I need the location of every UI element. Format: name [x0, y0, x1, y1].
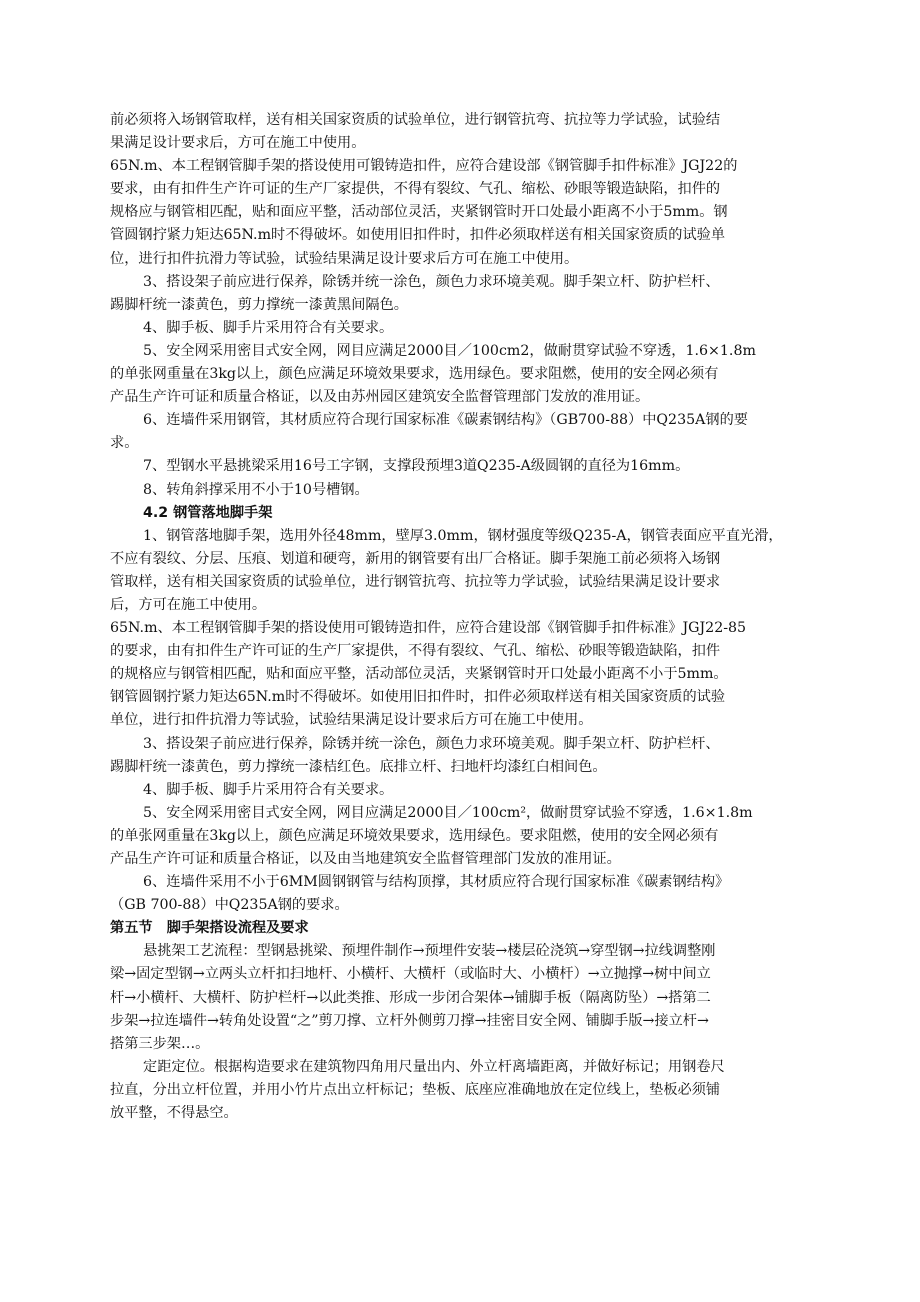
- text-line: 后，方可在施工中使用。: [110, 596, 267, 613]
- text-line: 8、转角斜撑采用不小于10号槽钢。: [143, 481, 369, 498]
- text-line: 管圆钢拧紧力矩达65N.m时不得破坏。如使用旧扣件时，扣件必须取样送有相关国家资质的试验单: [110, 227, 726, 244]
- chapter-heading: 第五节 脚手架搭设流程及要求: [110, 920, 309, 937]
- text-line: 踢脚杆统一漆黄色，剪力撑统一漆桔红色。底排立杆、扫地杆均漆红白相间色。: [110, 758, 607, 775]
- text-line: 拉直，分出立杆位置，并用小竹片点出立杆标记；垫板、底座应准确地放在定位线上，垫板必须铺: [110, 1081, 721, 1098]
- text-line: 6、连墙件采用不小于6MM圆钢钢管与结构顶撑，其材质应符合现行国家标准《碳素钢结构》: [143, 874, 730, 891]
- text-line: 5、安全网采用密目式安全网，网目应满足2000目／100cm2，做耐贯穿试验不穿透，1.6×1.8m: [143, 342, 756, 359]
- text-line: 果满足设计要求后，方可在施工中使用。: [110, 135, 366, 152]
- text-line: 管取样，送有相关国家资质的试验单位，进行钢管抗弯、抗拉等力学试验，试验结果满足设计要求: [110, 573, 721, 590]
- text-line: 杆→小横杆、大横杆、防护栏杆→以此类推、形成一步闭合架体→铺脚手板（隔离防坠）→搭第二: [110, 989, 711, 1006]
- text-line: 踢脚杆统一漆黄色，剪力撑统一漆黄黑间隔色。: [110, 296, 408, 313]
- text-line: 6、连墙件采用钢管，其材质应符合现行国家标准《碳素钢结构》（GB700-88）中Q235A钢的要: [143, 412, 748, 429]
- text-line: 的要求，由有扣件生产许可证的生产厂家提供，不得有裂纹、气孔、缩松、砂眼等锻造缺陷，扣件: [110, 643, 721, 660]
- text-line: 前必须将入场钢管取样，送有相关国家资质的试验单位，进行钢管抗弯、抗拉等力学试验，试验结: [110, 112, 721, 128]
- text-line: 要求，由有扣件生产许可证的生产厂家提供，不得有裂纹、气孔、缩松、砂眼等锻造缺陷，扣件的: [110, 181, 721, 198]
- text-line: 放平整，不得悬空。: [110, 1105, 238, 1122]
- text-line: 位，进行扣件抗滑力等试验，试验结果满足设计要求后方可在施工中使用。: [110, 250, 579, 267]
- text-line: 1、钢管落地脚手架，选用外径48mm，壁厚3.0mm，钢材强度等级Q235-A，钢管表面应平直光滑，: [143, 527, 783, 544]
- text-line: 3、搭设架子前应进行保养，除锈并统一涂色，颜色力求环境美观。脚手架立杆、防护栏杆、: [143, 273, 720, 290]
- text-line: 不应有裂纹、分层、压痕、划道和硬弯，新用的钢管要有出厂合格证。脚手架施工前必须将入场钢: [110, 550, 721, 567]
- text-line: 规格应与钢管相匹配，贴和面应平整，活动部位灵活，夹紧钢管时开口处最小距离不小于5mm。钢: [110, 204, 728, 221]
- text-line: 4、脚手板、脚手片采用符合有关要求。: [143, 781, 394, 798]
- text-line: 5、安全网采用密目式安全网，网目应满足2000目／100cm²，做耐贯穿试验不穿透，1.6×1.8m: [143, 804, 753, 821]
- document-page: [110, 109, 815, 1125]
- text-line: 7、型钢水平悬挑梁采用16号工字钢，支撑段预埋3道Q235-A级圆钢的直径为16mm。: [143, 458, 690, 475]
- text-line: 单位，进行扣件抗滑力等试验，试验结果满足设计要求后方可在施工中使用。: [110, 712, 593, 729]
- text-line: 梁→固定型钢→立两头立杆扣扫地杆、小横杆、大横杆（或临时大、小横杆）→立抛撑→树中间立: [110, 966, 711, 983]
- text-line: 3、搭设架子前应进行保养，除锈并统一涂色，颜色力求环境美观。脚手架立杆、防护栏杆、: [143, 735, 720, 752]
- text-line: 的规格应与钢管相匹配，贴和面应平整，活动部位灵活，夹紧钢管时开口处最小距离不小于5mm。: [110, 666, 728, 683]
- text-line: 的单张网重量在3kg以上，颜色应满足环境效果要求，选用绿色。要求阻燃，使用的安全网必须有: [110, 827, 719, 844]
- text-line: 产品生产许可证和质量合格证，以及由苏州园区建筑安全监督管理部门发放的准用证。: [110, 389, 650, 406]
- text-line: 65N.m、本工程钢管脚手架的搭设使用可锻铸造扣件，应符合建设部《钢管脚手扣件标准》JGJ22的: [110, 158, 738, 175]
- text-line: 求。: [110, 435, 139, 452]
- text-line: 产品生产许可证和质量合格证，以及由当地建筑安全监督管理部门发放的准用证。: [110, 851, 621, 867]
- text-line: 悬挑架工艺流程：型钢悬挑梁、预埋件制作→预埋件安装→楼层砼浇筑→穿型钢→拉线调整刚: [143, 943, 716, 960]
- text-line: 的单张网重量在3kg以上，颜色应满足环境效果要求，选用绿色。要求阻燃，使用的安全网必须有: [110, 366, 719, 383]
- text-line: 搭第三步架…。: [110, 1035, 210, 1052]
- text-line: （GB 700-88）中Q235A钢的要求。: [110, 897, 349, 914]
- text-line: 定距定位。根据构造要求在建筑物四角用尺量出内、外立杆离墙距离，并做好标记；用钢卷尺: [143, 1058, 725, 1075]
- text-line: 步架→拉连墙件→转角处设置“之”剪刀撑、立杆外侧剪刀撑→挂密目安全网、铺脚手版→接立杆→: [110, 1012, 709, 1029]
- text-line: 65N.m、本工程钢管脚手架的搭设使用可锻铸造扣件，应符合建设部《钢管脚手扣件标准》JGJ22-85: [110, 620, 747, 637]
- text-line: 4、脚手板、脚手片采用符合有关要求。: [143, 319, 394, 336]
- text-line: 钢管圆钢拧紧力矩达65N.m时不得破坏。如使用旧扣件时，扣件必须取样送有相关国家资质的试验: [110, 689, 726, 706]
- section-heading: 4.2 钢管落地脚手架: [143, 504, 273, 521]
